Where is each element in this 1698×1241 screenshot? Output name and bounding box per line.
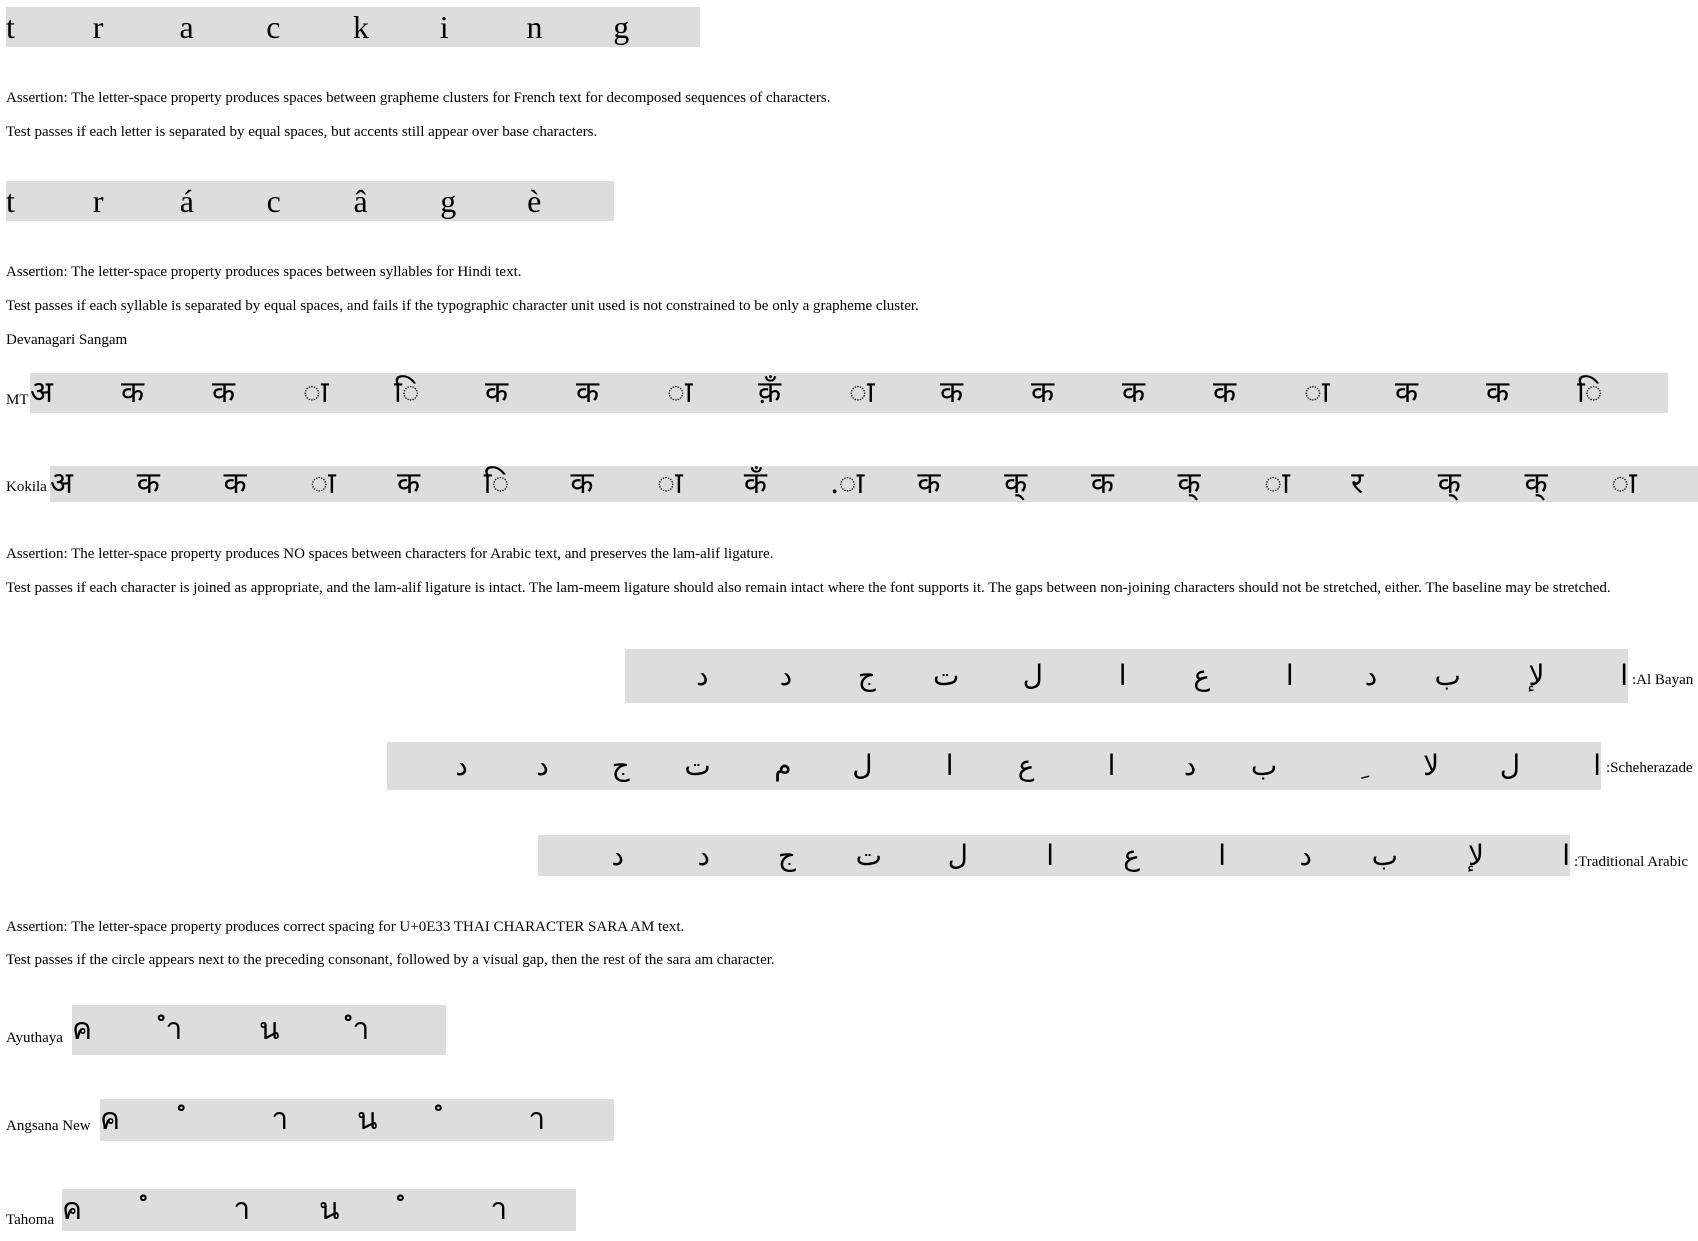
al-bayan-glyph: ا bbox=[1118, 659, 1127, 692]
tahoma-glyph bbox=[405, 1195, 491, 1225]
scheherazade-glyph: ت bbox=[684, 749, 711, 782]
al-bayan-glyph: ا bbox=[1620, 659, 1628, 692]
angsana-new-glyph: ค bbox=[100, 1102, 121, 1137]
angsana-new-glyph: า bbox=[528, 1102, 546, 1137]
kokila-glyph: क bbox=[223, 466, 247, 501]
angsana-new-label: Angsana New bbox=[6, 1118, 91, 1134]
devanagari-sangam-glyph: ा bbox=[1304, 375, 1330, 410]
devanagari-sangam-glyph: क bbox=[212, 375, 236, 410]
devanagari-sangam-glyph: ि bbox=[1577, 375, 1603, 410]
devanagari-sangam-label: Devanagari Sangam bbox=[6, 332, 128, 348]
tahoma-glyph: า bbox=[233, 1192, 251, 1227]
scheherazade-glyph: ا bbox=[1107, 749, 1116, 782]
french-glyph: á bbox=[179, 183, 194, 219]
kokila-glyph: क् bbox=[1524, 466, 1548, 501]
scheherazade-glyph: د bbox=[1183, 749, 1197, 782]
french-assertion: Assertion: The letter-space property produces spaces between grapheme clusters for French text for decomposed sequences of characters. bbox=[6, 90, 831, 106]
kokila-glyph: ा bbox=[1611, 466, 1637, 501]
traditional-arabic-glyph: د bbox=[1299, 838, 1312, 872]
french-glyph: g bbox=[440, 183, 457, 219]
kokila-glyph: क bbox=[570, 466, 594, 501]
tracking-sample bbox=[6, 7, 700, 47]
tahoma-glyph: ค bbox=[62, 1192, 83, 1227]
french-glyph: â bbox=[353, 183, 368, 219]
traditional-arabic-glyph: د bbox=[697, 838, 710, 872]
devanagari-sangam-glyph: ा bbox=[667, 375, 693, 410]
tracking-glyph: c bbox=[266, 9, 281, 45]
devanagari-sangam-glyph: क bbox=[1122, 375, 1146, 410]
al-bayan-glyph: ت bbox=[933, 659, 960, 692]
traditional-arabic-glyph: د bbox=[611, 838, 624, 872]
tahoma-glyph bbox=[148, 1195, 234, 1225]
devanagari-sangam-glyph: क bbox=[1486, 375, 1510, 410]
tahoma-glyph: น bbox=[319, 1192, 340, 1227]
tracking-glyph: a bbox=[179, 9, 194, 45]
traditional-arabic-glyph: ا bbox=[1218, 838, 1226, 872]
kokila-glyph: अ bbox=[50, 466, 73, 501]
traditional-arabic-glyph: ا bbox=[1046, 838, 1054, 872]
devanagari-sangam-glyph: क bbox=[940, 375, 964, 410]
devanagari-sangam-glyph: क bbox=[485, 375, 509, 410]
kokila-glyph: ि bbox=[483, 466, 510, 501]
al-bayan-glyph: د bbox=[779, 659, 793, 692]
al-bayan-glyph: ج bbox=[857, 659, 876, 692]
scheherazade-glyph: م bbox=[774, 749, 792, 782]
scheherazade-label: :Scheherazade bbox=[1606, 760, 1693, 776]
thai-assertion: Assertion: The letter-space property produces correct spacing for U+0E33 THAI CHARACTER SARA AM text. bbox=[6, 919, 685, 935]
tracking-glyph: i bbox=[439, 9, 449, 45]
scheherazade-glyph: لا bbox=[1423, 749, 1440, 782]
hindi-assertion: Assertion: The letter-space property produces spaces between syllables for Hindi text. bbox=[6, 264, 522, 280]
tahoma-label: Tahoma bbox=[6, 1212, 55, 1228]
tracking-glyph: t bbox=[6, 9, 15, 45]
scheherazade-glyph: ل bbox=[1499, 749, 1521, 782]
devanagari-sangam-glyph: क bbox=[576, 375, 600, 410]
kokila-glyph: क bbox=[1090, 466, 1114, 501]
al-bayan-glyph: ا bbox=[1285, 659, 1294, 692]
scheherazade-sample bbox=[387, 742, 1601, 790]
devanagari-sangam-sample bbox=[30, 373, 1668, 413]
scheherazade-glyph: ا bbox=[1593, 749, 1601, 782]
kokila-label: Kokila bbox=[6, 479, 47, 495]
french-glyph: è bbox=[527, 183, 542, 219]
angsana-new-glyph bbox=[186, 1105, 272, 1135]
kokila-glyph: क bbox=[917, 466, 941, 501]
french-glyph: c bbox=[266, 183, 281, 219]
french-glyph: t bbox=[6, 183, 15, 219]
al-bayan-label: :Al Bayan bbox=[1632, 672, 1694, 688]
al-bayan-glyph: لإ bbox=[1528, 659, 1545, 692]
devanagari-sangam-glyph: क bbox=[121, 375, 145, 410]
kokila-glyph: क bbox=[136, 466, 160, 501]
angsana-new-sample bbox=[100, 1099, 614, 1141]
al-bayan-glyph: ب bbox=[1434, 659, 1461, 692]
scheherazade-glyph: ع bbox=[1017, 749, 1035, 782]
scheherazade-glyph: ج bbox=[611, 749, 630, 782]
kokila-glyph: ा bbox=[310, 466, 336, 501]
devanagari-sangam-glyph: क bbox=[1031, 375, 1055, 410]
scheherazade-glyph: ا bbox=[945, 749, 954, 782]
devanagari-sangam-glyph: क़ँ bbox=[758, 375, 782, 410]
devanagari-sangam-label-mt: MT bbox=[6, 392, 29, 408]
ayuthaya-glyph: น bbox=[259, 1012, 280, 1047]
hindi-pass-condition: Test passes if each syllable is separated by equal spaces, and fails if the typographic character unit used is not constrained to be only a grapheme cluster. bbox=[6, 298, 919, 314]
tahoma-glyph: า bbox=[490, 1192, 508, 1227]
traditional-arabic-sample bbox=[538, 835, 1570, 876]
angsana-new-glyph: า bbox=[271, 1102, 289, 1137]
scheherazade-glyph: ب bbox=[1250, 749, 1278, 782]
kokila-glyph: र bbox=[1351, 466, 1364, 501]
angsana-new-glyph: น bbox=[357, 1102, 378, 1137]
kokila-glyph: .ा bbox=[830, 466, 865, 501]
kokila-glyph: क bbox=[396, 466, 420, 501]
kokila-sample bbox=[50, 466, 1698, 502]
french-pass-condition: Test passes if each letter is separated by equal spaces, but accents still appear over base characters. bbox=[6, 124, 598, 140]
tracking-glyph: g bbox=[613, 9, 630, 45]
scheherazade-glyph bbox=[1277, 752, 1358, 780]
devanagari-sangam-glyph: ा bbox=[849, 375, 875, 410]
french-sample bbox=[6, 181, 614, 221]
scheherazade-glyph: د bbox=[455, 749, 468, 782]
arabic-assertion: Assertion: The letter-space property produces NO spaces between characters for Arabic text, and preserves the lam-alif ligature. bbox=[6, 546, 774, 562]
devanagari-sangam-glyph: क bbox=[1395, 375, 1419, 410]
al-bayan-glyph: د bbox=[696, 659, 709, 692]
tracking-glyph: n bbox=[526, 9, 543, 45]
ayuthaya-glyph: ํา bbox=[352, 1012, 370, 1047]
al-bayan-glyph: ل bbox=[1022, 659, 1043, 692]
al-bayan-sample bbox=[625, 649, 1628, 703]
scheherazade-glyph: ل bbox=[852, 749, 873, 782]
kokila-glyph: क् bbox=[1177, 466, 1201, 501]
kokila-glyph: क् bbox=[1004, 466, 1028, 501]
traditional-arabic-glyph: ت bbox=[855, 838, 882, 872]
tracking-glyph: r bbox=[92, 9, 104, 45]
al-bayan-glyph: د bbox=[1364, 659, 1378, 692]
al-bayan-glyph: ع bbox=[1193, 659, 1211, 692]
traditional-arabic-glyph: ا bbox=[1562, 838, 1570, 872]
arabic-pass-condition: Test passes if each character is joined as appropriate, and the lam-alif ligature is intact. The lam-meem ligature should also remain intact where the font supports it. The gaps between non-joining characters should not be stretched, either. The baseline may be stretched. bbox=[6, 580, 1611, 596]
ayuthaya-sample bbox=[72, 1005, 446, 1055]
traditional-arabic-glyph: ل bbox=[947, 838, 968, 872]
traditional-arabic-glyph: ج bbox=[777, 838, 796, 872]
traditional-arabic-glyph: ب bbox=[1371, 838, 1398, 872]
kokila-glyph: ा bbox=[1264, 466, 1290, 501]
tahoma-sample bbox=[62, 1189, 576, 1231]
devanagari-sangam-glyph: ि bbox=[394, 375, 420, 410]
traditional-arabic-label: :Traditional Arabic bbox=[1574, 854, 1689, 870]
ayuthaya-label: Ayuthaya bbox=[6, 1030, 63, 1046]
kokila-glyph: कँ bbox=[743, 466, 767, 501]
scheherazade-glyph: د bbox=[536, 749, 549, 782]
angsana-new-glyph bbox=[443, 1105, 529, 1135]
traditional-arabic-glyph: ع bbox=[1123, 838, 1140, 872]
tracking-glyph: k bbox=[353, 9, 369, 45]
devanagari-sangam-glyph: ा bbox=[303, 375, 329, 410]
french-glyph: r bbox=[92, 183, 104, 219]
kokila-glyph: क् bbox=[1437, 466, 1461, 501]
ayuthaya-glyph: ค bbox=[72, 1012, 93, 1047]
ayuthaya-glyph: ํา bbox=[165, 1012, 183, 1047]
devanagari-sangam-glyph: क bbox=[1213, 375, 1237, 410]
thai-pass-condition: Test passes if the circle appears next to the preceding consonant, followed by a visual gap, then the rest of the sara am character. bbox=[6, 952, 775, 968]
traditional-arabic-glyph: لإ bbox=[1468, 838, 1484, 872]
devanagari-sangam-glyph: अ bbox=[30, 375, 53, 410]
kokila-glyph: ा bbox=[657, 466, 683, 501]
